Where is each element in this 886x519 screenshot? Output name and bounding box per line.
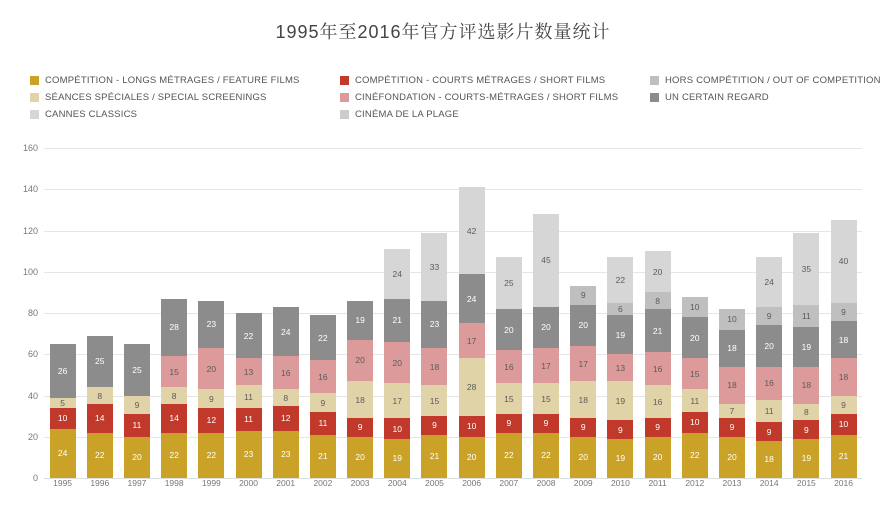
bar-segment[interactable]: 13 xyxy=(607,354,633,381)
bar-segment[interactable]: 9 xyxy=(421,416,447,435)
y-axis-tick-label: 40 xyxy=(27,390,38,401)
legend-label: HORS COMPÉTITION / OUT OF COMPETITION xyxy=(665,75,881,86)
bar-segment[interactable]: 35 xyxy=(793,233,819,305)
bar-segment[interactable]: 22 xyxy=(87,433,113,478)
x-axis-tick-label: 2012 xyxy=(685,478,705,488)
bar-segment[interactable]: 9 xyxy=(570,418,596,437)
y-axis-tick-label: 60 xyxy=(27,349,38,360)
legend-swatch-icon xyxy=(650,93,659,102)
bar-column[interactable] xyxy=(156,148,193,478)
bar-segment[interactable]: 28 xyxy=(161,299,187,357)
bar-column[interactable] xyxy=(342,148,379,478)
bar-segment[interactable]: 25 xyxy=(124,344,150,396)
legend-item[interactable] xyxy=(30,109,340,120)
bar-segment[interactable]: 8 xyxy=(161,387,187,404)
bar-segment[interactable]: 10 xyxy=(50,408,76,429)
y-axis-tick-label: 100 xyxy=(22,266,38,277)
y-axis-tick-label: 120 xyxy=(22,225,38,236)
x-axis-tick-label: 2004 xyxy=(387,478,407,488)
bar-stack xyxy=(496,257,522,478)
legend-swatch-icon xyxy=(340,76,349,85)
bar-segment[interactable]: 20 xyxy=(533,307,559,348)
bar-segment[interactable]: 19 xyxy=(347,301,373,340)
bar-segment[interactable]: 9 xyxy=(570,286,596,305)
bar-segment[interactable]: 23 xyxy=(273,431,299,478)
x-axis-tick-label: 2005 xyxy=(425,478,444,488)
bar-segment[interactable]: 9 xyxy=(719,418,745,437)
bar-segment[interactable]: 16 xyxy=(496,350,522,383)
x-axis-tick-labels xyxy=(44,478,862,498)
bar-segment[interactable]: 19 xyxy=(793,327,819,366)
bar-segment[interactable]: 9 xyxy=(347,418,373,437)
bar-segment[interactable]: 22 xyxy=(310,315,336,360)
x-axis-tick-label: 2015 xyxy=(796,478,816,488)
bar-column[interactable] xyxy=(379,148,416,478)
bar-segment[interactable]: 23 xyxy=(198,301,224,348)
bar-column[interactable] xyxy=(304,148,341,478)
bar-stack xyxy=(645,251,671,478)
legend-swatch-icon xyxy=(30,93,39,102)
x-axis-tick-label: 2007 xyxy=(499,478,519,488)
bar-stack xyxy=(347,301,373,478)
bar-segment[interactable]: 14 xyxy=(87,404,113,433)
bar-stack xyxy=(310,315,336,478)
bar-segment[interactable]: 16 xyxy=(273,356,299,389)
bar-segment[interactable]: 10 xyxy=(682,297,708,318)
bar-segment[interactable]: 18 xyxy=(756,441,782,478)
y-axis-tick-label: 140 xyxy=(22,184,38,195)
bar-segment[interactable]: 16 xyxy=(645,352,671,385)
bar-segment[interactable]: 19 xyxy=(607,439,633,478)
x-axis-tick-label: 1999 xyxy=(201,478,221,488)
bar-stack xyxy=(533,214,559,478)
bar-stack xyxy=(124,344,150,478)
bar-stack xyxy=(273,307,299,478)
bar-segment[interactable]: 18 xyxy=(831,358,857,395)
bar-segment[interactable]: 11 xyxy=(682,389,708,412)
legend-item[interactable] xyxy=(30,92,340,103)
bar-segment[interactable]: 10 xyxy=(459,416,485,437)
bar-segment[interactable]: 22 xyxy=(198,433,224,478)
bar-segment[interactable]: 18 xyxy=(421,348,447,385)
bar-segment[interactable]: 10 xyxy=(719,309,745,330)
bar-segment[interactable]: 16 xyxy=(645,385,671,418)
bar-segment[interactable]: 9 xyxy=(831,396,857,415)
bar-stack xyxy=(682,297,708,479)
bar-segment[interactable]: 7 xyxy=(719,404,745,418)
bar-segment[interactable]: 20 xyxy=(682,317,708,358)
bar-segment[interactable]: 22 xyxy=(496,433,522,478)
bar-segment[interactable]: 9 xyxy=(756,307,782,326)
bar-segment[interactable]: 23 xyxy=(421,301,447,348)
bar-column[interactable] xyxy=(602,148,639,478)
bar-stack xyxy=(793,233,819,478)
x-axis-tick-label: 1998 xyxy=(164,478,184,488)
bar-column[interactable] xyxy=(825,148,862,478)
x-axis-tick-label: 2010 xyxy=(610,478,630,488)
bar-segment[interactable]: 9 xyxy=(533,414,559,433)
page-title: 1995年至2016年官方评选影片数量统计 xyxy=(275,22,611,42)
bar-segment[interactable]: 24 xyxy=(50,429,76,479)
bar-column[interactable] xyxy=(118,148,155,478)
bar-segment[interactable]: 15 xyxy=(161,356,187,387)
bar-segment[interactable]: 24 xyxy=(756,257,782,307)
bar-segment[interactable]: 19 xyxy=(384,439,410,478)
bar-stack xyxy=(756,257,782,478)
bar-column[interactable] xyxy=(453,148,490,478)
bar-segment[interactable]: 17 xyxy=(570,346,596,381)
bar-segment[interactable]: 42 xyxy=(459,187,485,274)
bar-segment[interactable]: 11 xyxy=(310,412,336,435)
bar-segment[interactable]: 20 xyxy=(459,437,485,478)
bar-segment[interactable]: 24 xyxy=(273,307,299,357)
bar-segment[interactable]: 20 xyxy=(384,342,410,383)
bar-segment[interactable]: 18 xyxy=(793,367,819,404)
bar-segment[interactable]: 20 xyxy=(496,309,522,350)
bar-column[interactable] xyxy=(490,148,527,478)
bar-column[interactable] xyxy=(81,148,118,478)
x-axis-tick-label: 2011 xyxy=(648,478,667,488)
x-axis-tick-label: 2006 xyxy=(462,478,482,488)
bar-segment[interactable]: 19 xyxy=(793,439,819,478)
bar-segment[interactable]: 18 xyxy=(347,381,373,418)
bar-segment[interactable]: 22 xyxy=(682,433,708,478)
y-axis-tick-label: 80 xyxy=(27,308,38,318)
bar-segment[interactable]: 22 xyxy=(161,433,187,478)
bar-stack xyxy=(831,220,857,478)
bar-stack xyxy=(50,344,76,478)
bar-stack xyxy=(607,257,633,478)
legend-item[interactable] xyxy=(340,109,650,120)
bar-column[interactable] xyxy=(565,148,602,478)
bar-segment[interactable]: 20 xyxy=(570,437,596,478)
bar-segment[interactable]: 21 xyxy=(645,309,671,352)
bar-segment[interactable]: 15 xyxy=(496,383,522,414)
bar-segment[interactable]: 20 xyxy=(570,305,596,346)
y-axis-tick-label: 160 xyxy=(22,143,38,153)
chart-legend xyxy=(30,75,881,126)
bar-segment[interactable]: 9 xyxy=(756,422,782,441)
bar-segment[interactable]: 11 xyxy=(793,305,819,328)
bar-stack xyxy=(161,299,187,478)
bar-segment[interactable]: 9 xyxy=(645,418,671,437)
legend-label: CINÉMA DE LA PLAGE xyxy=(355,109,459,120)
bar-segment[interactable]: 12 xyxy=(198,408,224,433)
bar-segment[interactable]: 25 xyxy=(87,336,113,388)
bar-segment[interactable]: 17 xyxy=(459,323,485,358)
bar-segment[interactable]: 8 xyxy=(645,292,671,309)
legend-item[interactable] xyxy=(340,75,650,86)
y-axis-tick-label: 0 xyxy=(32,473,38,483)
bar-segment[interactable]: 9 xyxy=(831,303,857,322)
bar-segment[interactable]: 11 xyxy=(236,385,262,408)
bar-segment[interactable]: 15 xyxy=(682,358,708,389)
bar-segment[interactable]: 28 xyxy=(459,358,485,416)
bar-stack xyxy=(570,286,596,478)
bar-segment[interactable]: 33 xyxy=(421,233,447,301)
bar-column[interactable] xyxy=(230,148,267,478)
bar-segment[interactable]: 9 xyxy=(607,420,633,439)
bar-segment[interactable]: 12 xyxy=(273,406,299,431)
legend-item[interactable] xyxy=(30,75,340,86)
x-axis-tick-label: 1997 xyxy=(127,478,147,488)
bar-segment[interactable]: 14 xyxy=(161,404,187,433)
bar-segment[interactable]: 9 xyxy=(198,389,224,408)
bar-stack xyxy=(236,313,262,478)
bar-segment[interactable]: 15 xyxy=(533,383,559,414)
bar-series-group xyxy=(44,148,862,478)
bar-column[interactable] xyxy=(416,148,453,478)
x-axis-tick-label: 2002 xyxy=(313,478,333,488)
legend-item[interactable] xyxy=(340,92,650,103)
legend-swatch-icon xyxy=(340,110,349,119)
bar-stack xyxy=(421,233,447,478)
bar-segment[interactable]: 22 xyxy=(607,257,633,302)
bar-segment[interactable]: 11 xyxy=(236,408,262,431)
bar-segment[interactable]: 10 xyxy=(682,412,708,433)
bar-stack xyxy=(384,249,410,478)
bar-segment[interactable]: 23 xyxy=(236,431,262,478)
bar-stack xyxy=(198,301,224,478)
bar-segment[interactable]: 13 xyxy=(236,358,262,385)
bar-stack xyxy=(459,187,485,478)
bar-segment[interactable]: 20 xyxy=(645,251,671,292)
bar-segment[interactable]: 9 xyxy=(124,396,150,415)
bar-segment[interactable]: 6 xyxy=(607,303,633,315)
legend-swatch-icon xyxy=(30,110,39,119)
bar-segment[interactable]: 24 xyxy=(384,249,410,299)
bar-segment[interactable]: 9 xyxy=(496,414,522,433)
bar-segment[interactable]: 9 xyxy=(793,420,819,439)
bar-segment[interactable]: 22 xyxy=(236,313,262,358)
bar-segment[interactable]: 21 xyxy=(310,435,336,478)
x-axis-tick-label: 2001 xyxy=(276,478,296,488)
bar-segment[interactable]: 20 xyxy=(347,340,373,381)
bar-segment[interactable]: 10 xyxy=(831,414,857,435)
bar-column[interactable] xyxy=(751,148,788,478)
bar-segment[interactable]: 16 xyxy=(310,360,336,393)
bar-column[interactable] xyxy=(676,148,713,478)
legend-label: CANNES CLASSICS xyxy=(45,109,138,120)
bar-column[interactable] xyxy=(44,148,81,478)
bar-segment[interactable]: 26 xyxy=(50,344,76,398)
legend-swatch-icon xyxy=(30,76,39,85)
bar-segment[interactable]: 20 xyxy=(124,437,150,478)
bar-segment[interactable]: 8 xyxy=(87,387,113,404)
x-axis-tick-label: 2009 xyxy=(573,478,593,488)
bar-segment[interactable]: 9 xyxy=(310,393,336,412)
bar-segment[interactable]: 17 xyxy=(384,383,410,418)
legend-label: UN CERTAIN REGARD xyxy=(665,92,769,103)
x-axis-tick-label: 2016 xyxy=(834,478,853,488)
bar-segment[interactable]: 22 xyxy=(533,433,559,478)
bar-segment[interactable]: 17 xyxy=(533,348,559,383)
x-axis-tick-label: 2014 xyxy=(759,478,779,488)
bar-column[interactable] xyxy=(788,148,825,478)
bar-segment[interactable]: 21 xyxy=(831,435,857,478)
bar-segment[interactable]: 20 xyxy=(198,348,224,389)
bar-segment[interactable]: 25 xyxy=(496,257,522,309)
x-axis-tick-label: 1995 xyxy=(53,478,73,488)
legend-label: CINÉFONDATION - COURTS-MÉTRAGES / SHORT FILMS xyxy=(355,92,619,103)
bar-stack xyxy=(719,309,745,478)
bar-segment[interactable]: 18 xyxy=(719,367,745,404)
bar-segment[interactable]: 11 xyxy=(124,414,150,437)
bar-segment[interactable]: 20 xyxy=(347,437,373,478)
bar-segment[interactable]: 18 xyxy=(570,381,596,418)
bar-segment[interactable]: 20 xyxy=(719,437,745,478)
bar-column[interactable] xyxy=(193,148,230,478)
legend-label: SÉANCES SPÉCIALES / SPECIAL SCREENINGS xyxy=(45,92,267,103)
bar-column[interactable] xyxy=(713,148,750,478)
legend-row xyxy=(30,109,860,120)
bar-segment[interactable]: 18 xyxy=(831,321,857,358)
bar-column[interactable] xyxy=(527,148,564,478)
bar-segment[interactable]: 45 xyxy=(533,214,559,307)
legend-item[interactable] xyxy=(650,92,860,103)
legend-row xyxy=(30,92,860,103)
bar-stack xyxy=(87,336,113,478)
x-axis-tick-label: 2013 xyxy=(722,478,742,488)
bar-segment[interactable]: 18 xyxy=(719,330,745,367)
legend-swatch-icon xyxy=(340,93,349,102)
bar-segment[interactable]: 21 xyxy=(384,299,410,342)
x-axis-tick-label: 2000 xyxy=(239,478,258,488)
x-axis-tick-label: 1996 xyxy=(90,478,110,488)
bar-segment[interactable]: 8 xyxy=(273,389,299,406)
bar-segment[interactable]: 19 xyxy=(607,315,633,354)
bar-segment[interactable]: 40 xyxy=(831,220,857,303)
bar-segment[interactable]: 21 xyxy=(421,435,447,478)
bar-segment[interactable]: 10 xyxy=(384,418,410,439)
legend-swatch-icon xyxy=(650,76,659,85)
bar-segment[interactable]: 5 xyxy=(50,398,76,408)
bar-segment[interactable]: 16 xyxy=(756,367,782,400)
legend-label: COMPÉTITION - LONGS MÉTRAGES / FEATURE FILMS xyxy=(45,75,300,86)
bar-segment[interactable]: 24 xyxy=(459,274,485,324)
x-axis-tick-label: 2003 xyxy=(350,478,370,488)
bar-segment[interactable]: 11 xyxy=(756,400,782,423)
legend-row xyxy=(30,75,881,86)
x-axis-tick-label: 2008 xyxy=(536,478,556,488)
legend-item[interactable] xyxy=(650,75,881,86)
bar-segment[interactable]: 19 xyxy=(607,381,633,420)
y-axis-tick-label: 20 xyxy=(27,431,38,442)
bar-segment[interactable]: 15 xyxy=(421,385,447,416)
bar-segment[interactable]: 8 xyxy=(793,404,819,421)
legend-label: COMPÉTITION - COURTS MÉTRAGES / SHORT FILMS xyxy=(355,75,606,86)
bar-segment[interactable]: 20 xyxy=(756,325,782,366)
bar-column[interactable] xyxy=(639,148,676,478)
bar-segment[interactable]: 20 xyxy=(645,437,671,478)
bar-column[interactable] xyxy=(267,148,304,478)
